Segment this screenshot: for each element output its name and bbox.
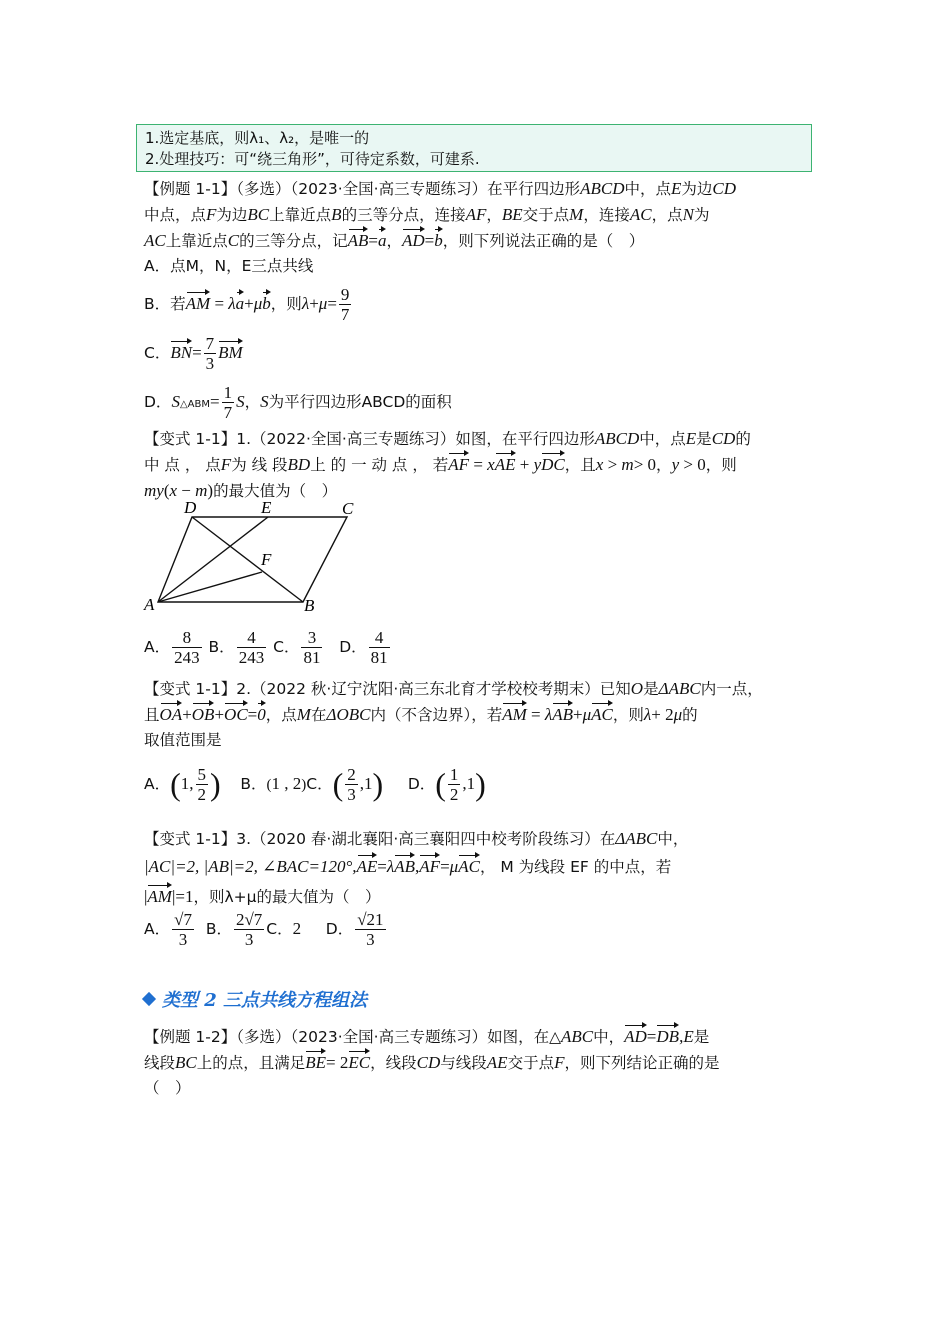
example-tag: 【例题 1-1】 (144, 180, 237, 198)
example-1-1: 【例题 1-1】（多选）（2023·全国·高三专题练习）在平行四边形ABCD中，点E为边CD 中点，点F为边BC上靠近点B的三等分点，连接AF，BE交于点M，连接AC，点N为 AC上靠近点C的三等分点，记AB=a，AD=b，则下列说法正确的是（ ） A．点M，N，E三点共线 B．若AM = λa+μb，则λ+μ= $\frac{9}{7}$ C．BN= $\frac{7}{3}$ BM D．S△ABM= $\frac{1}{7}$ S，S为平行四边形ABCD的面积 (144, 176, 814, 422)
label-d: D (184, 498, 197, 517)
variant-tag: 【变式 1-1】1. (144, 430, 252, 448)
variant-2-options: A．(1, $\frac{5}{2}$ ) B．(1 , 2)C．( $\frac{2}{3}$ ,1) D．( $\frac{1}{2}$ ,1) (144, 765, 486, 804)
label-b: B (304, 596, 315, 615)
example-tag: 【例题 1-2】 (144, 1028, 237, 1046)
variant-3-options: A． $\frac{√7}{3}$ B． $\frac{2√7}{3}$ C．2 D． $\frac{√21}{3}$ (144, 910, 384, 949)
tip-box (136, 124, 812, 172)
option-b: B．若AM = λa+μb，则λ+μ= $\frac{9}{7}$ (144, 285, 350, 324)
variant-3: 【变式 1-1】3.（2020 春·湖北襄阳·高三襄阳四中校考阶段练习）在ΔABC中， |AC|=2, |AB|=2, ∠BAC=120°,AE=λAB,AF=μAC， M 为线段 EF 的中点，若 |AM|=1，则λ+μ的最大值为（ ） A． $\frac{√7}{3}$ B． $\frac{2√7}{3}$ C．2 D． $\frac{√21}{3}$ (144, 826, 814, 949)
tip-line-2: 2.处理技巧：可“绕三角形”，可待定系数，可建系. (145, 150, 480, 168)
variant-2: 【变式 1-1】2.（2022 秋·辽宁沈阳·高三东北育才学校校考期末）已知O是ΔABC内一点， 且OA+OB+OC=0，点M在ΔOBC内（不含边界），若AM = λAB+μAC，则λ+ 2μ的 取值范围是 A．(1, $\frac{5}{2}$ ) B．(1 , 2)C．( $\frac{2}{3}$ ,1) D．( $\frac{1}{2}$ ,1) (144, 676, 814, 804)
diamond-bullet-icon (142, 992, 156, 1006)
variant-1-options: A． $\frac{8}{243}$ B． $\frac{4}{243}$ C． $\frac{3}{81}$ D． $\frac{4}{81}$ (144, 628, 388, 667)
label-c: C (342, 499, 354, 518)
option-a: A．点M，N，E三点共线 (144, 257, 314, 275)
diagonal-bd (192, 517, 303, 602)
option-c: C．BN= $\frac{7}{3}$ BM (144, 334, 243, 373)
parallelogram-figure (140, 495, 370, 615)
label-f: F (261, 550, 272, 569)
variant-tag: 【变式 1-1】2. (144, 680, 252, 698)
section-heading: 类型 2 三点共线方程组法 (144, 986, 367, 1012)
segment-af (158, 572, 262, 602)
variant-1: 【变式 1-1】1.（2022·全国·高三专题练习）如图，在平行四边形ABCD中，点E是CD的 中 点 ， 点F为 线 段BD上 的 一 动 点 ， 若AF = xAE + yDC，且x > m> 0，y > 0，则 my(x − m)的最大值为（ ） (144, 429, 751, 500)
variant-tag: 【变式 1-1】3. (144, 830, 252, 848)
option-d: D．S△ABM= $\frac{1}{7}$ S，S为平行四边形ABCD的面积 (144, 383, 452, 422)
tip-line-1: 1.选定基底，则λ₁、λ₂，是唯一的 (145, 129, 370, 147)
label-e: E (261, 498, 272, 517)
example-1-2: 【例题 1-2】（多选）（2023·全国·高三专题练习）如图，在△ABC中，AD=DB,E是 线段BC上的点，且满足BE= 2EC，线段CD与线段AE交于点F，则下列结论正确的是 （ ） (144, 1024, 814, 1101)
label-a: A (144, 595, 155, 614)
